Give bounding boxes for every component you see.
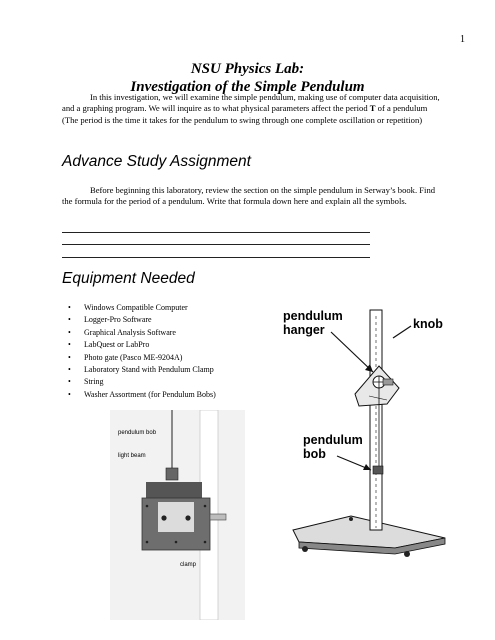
equipment-item: • LabQuest or LabPro (62, 339, 292, 351)
equipment-item: • String (62, 376, 292, 388)
equipment-item: • Graphical Analysis Software (62, 327, 292, 339)
label-bob-line-2: bob (303, 447, 326, 461)
answer-line-2[interactable] (62, 244, 370, 245)
page-number: 1 (460, 34, 465, 45)
label-bob-line-1: pendulum (303, 433, 363, 447)
photogate-label-clamp: clamp (180, 562, 197, 568)
intro-text-before: In this investigation, we will examine the simple pendulum, making use of computer data acquisition, and a graphing program. We will inquire as to what physical parameters affect the period (62, 92, 440, 114)
title-line-1: NSU Physics Lab: (190, 61, 305, 77)
intro-paragraph (62, 92, 442, 126)
label-hanger-line-2: hanger (283, 323, 325, 337)
photogate-figure (110, 410, 245, 620)
equipment-heading: Equipment Needed (62, 270, 195, 287)
equipment-item: • Windows Compatible Computer (62, 302, 292, 314)
equipment-item: • Photo gate (Pasco ME-9204A) (62, 352, 292, 364)
advance-study-paragraph (62, 185, 442, 208)
advance-study-heading: Advance Study Assignment (62, 153, 251, 170)
label-hanger-line-1: pendulum (283, 309, 343, 323)
photogate-label-bob: pendulum bob (118, 430, 157, 436)
pendulum-stand-figure (275, 280, 455, 560)
title-line-2: Investigation of the Simple Pendulum (130, 79, 365, 95)
page-title (0, 60, 495, 96)
photogate-label-beam: light beam (118, 453, 146, 459)
intro-text-after: of a pendulum (The period is the time it takes for the pendulum to swing through one complete oscillation or repetition) (62, 103, 428, 125)
equipment-item: • Logger-Pro Software (62, 314, 292, 326)
answer-line-1[interactable] (62, 232, 370, 233)
answer-line-3[interactable] (62, 257, 370, 258)
label-knob: knob (413, 317, 443, 331)
equipment-list (62, 302, 292, 401)
advance-study-text: Before beginning this laboratory, review the section on the simple pendulum in Serway’s book. Find the formula for the period of a pendulum. Write that formula down here and explain all the symbols. (62, 185, 436, 207)
equipment-item: • Washer Assortment (for Pendulum Bobs) (62, 389, 292, 401)
intro-period-symbol: T (369, 103, 376, 114)
equipment-item: • Laboratory Stand with Pendulum Clamp (62, 364, 292, 376)
